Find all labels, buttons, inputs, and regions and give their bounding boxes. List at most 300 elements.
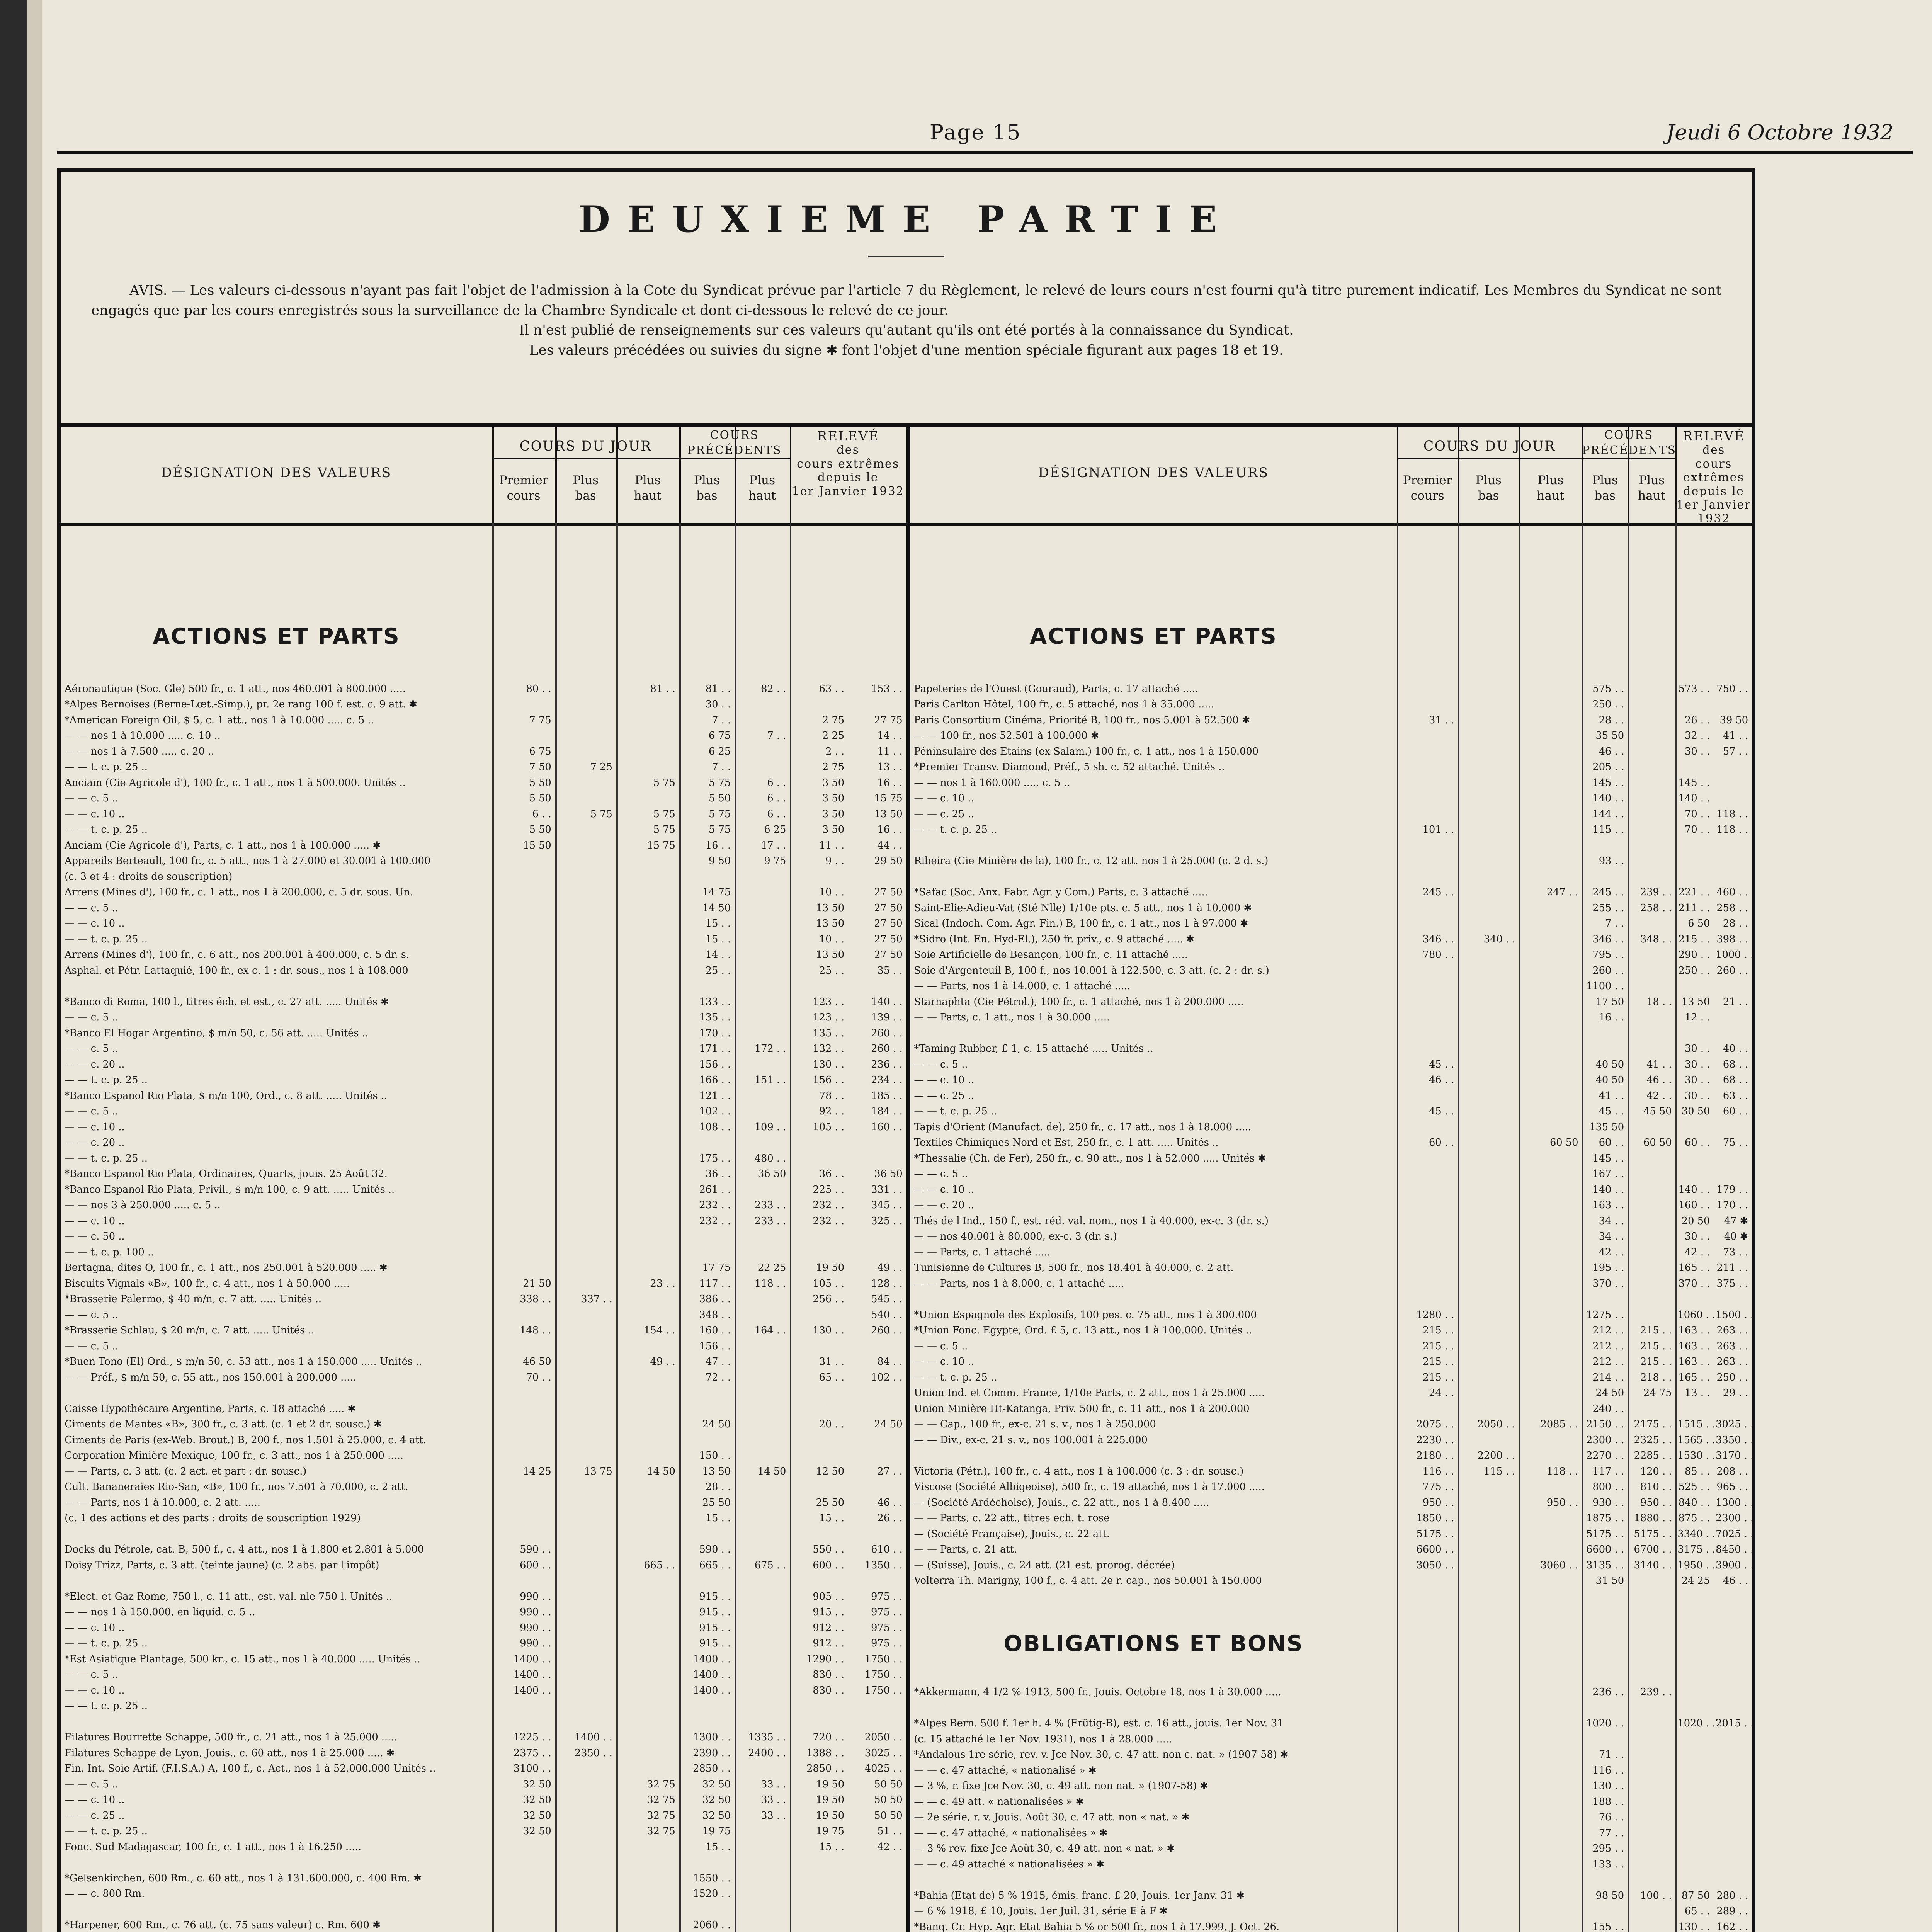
releve-plus-haut-value: 27 50 xyxy=(874,918,903,930)
prec-plus-bas-value: 795 . . xyxy=(1592,949,1624,961)
prec-plus-bas-value: 14 75 xyxy=(702,886,731,898)
releve-plus-haut-value: 975 . . xyxy=(871,1638,903,1650)
releve-header-line: des xyxy=(1702,443,1725,457)
table-row xyxy=(910,1010,1752,1026)
releve-plus-bas-value: 2 . . xyxy=(825,745,845,757)
table-row xyxy=(61,681,906,697)
prec-plus-bas-value: 13 50 xyxy=(702,1465,731,1477)
prec-plus-bas-value: 144 . . xyxy=(1592,808,1624,820)
prec-plus-bas-value: 45 . . xyxy=(1599,1105,1624,1117)
prec-plus-bas-value: 1300 . . xyxy=(693,1731,731,1743)
prec-plus-haut-value: 18 . . xyxy=(1646,996,1672,1008)
releve-plus-bas-value: 11 . . xyxy=(819,839,845,851)
security-name: — — t. c. p. 25 .. xyxy=(65,933,148,945)
security-name: Thés de l'Ind., 150 f., est. réd. val. nom., nos 1 à 40.000, ex-c. 3 (dr. s.) xyxy=(914,1215,1269,1227)
security-name: — — c. 49 att. « nationalisées » ✱ xyxy=(914,1796,1084,1808)
table-row xyxy=(61,744,906,760)
releve-plus-bas-value: 42 . . xyxy=(1685,1246,1710,1258)
table-row xyxy=(910,1401,1752,1417)
releve-plus-bas-value: 290 . . xyxy=(1678,949,1710,961)
security-name: — — c. 10 .. xyxy=(65,1121,125,1133)
releve-plus-haut-value: 3170 . . xyxy=(1716,1450,1754,1462)
security-name: — — 100 fr., nos 52.501 à 100.000 ✱ xyxy=(914,730,1099,742)
releve-plus-haut-value: 1500 . . xyxy=(1716,1309,1754,1321)
security-name: — — Parts, nos 1 à 10.000, c. 2 att. ..... xyxy=(65,1497,260,1509)
prec-plus-bas-value: 1020 . . xyxy=(1586,1718,1624,1730)
security-name: Bertagna, dites O, 100 fr., c. 1 att., nos 250.001 à 520.000 ..... ✱ xyxy=(65,1262,388,1274)
prec-plus-bas-value: 71 . . xyxy=(1599,1749,1624,1761)
prec-plus-bas-value: 188 . . xyxy=(1592,1796,1624,1808)
releve-plus-bas-value: 30 . . xyxy=(1685,745,1710,757)
premier-cours-value: 346 . . xyxy=(1422,933,1454,945)
premier-cours-value: 1225 . . xyxy=(513,1731,551,1743)
prec-plus-bas-value: 133 . . xyxy=(699,996,731,1008)
avis-paragraph-1: AVIS. — Les valeurs ci-dessous n'ayant pas fait l'objet de l'admission à la Cote du Syndicat prévue par l'article 7 du Règlement, le relevé de leurs cours n'est fourni qu'à titre purement indicatif. Les Membres du Syndicat ne sont engagés que par les cours enregistrés sous la surveillance de la Chambre Syndicale et dont ci-dessous le relevé de ce jour. xyxy=(91,282,1721,318)
plus-bas-value: 7 25 xyxy=(590,761,612,773)
page-header xyxy=(57,120,1893,151)
table-row xyxy=(61,1761,906,1777)
table-row xyxy=(910,1245,1752,1260)
prec-plus-bas-value: 31 50 xyxy=(1595,1575,1624,1587)
security-name: *Union Espagnole des Explosifs, 100 pes. c. 75 att., nos 1 à 300.000 xyxy=(914,1309,1257,1321)
security-name: Corporation Minière Mexique, 100 fr., c. 3 att., nos 1 à 250.000 ..... xyxy=(65,1450,403,1462)
plus-bas-value: 2050 . . xyxy=(1477,1418,1515,1430)
prec-plus-haut-value: 100 . . xyxy=(1640,1889,1672,1901)
prec-plus-bas-value: 214 . . xyxy=(1592,1371,1624,1383)
table-row xyxy=(61,932,906,947)
releve-plus-haut-value: 73 . . xyxy=(1723,1246,1748,1258)
prec-plus-bas-value: 17 75 xyxy=(702,1262,731,1274)
releve-plus-bas-value: 211 . . xyxy=(1678,902,1710,914)
prec-plus-bas-value: 98 50 xyxy=(1595,1889,1624,1901)
prec-plus-bas-value: 17 50 xyxy=(1595,996,1624,1008)
releve-plus-bas-value: 19 75 xyxy=(816,1825,845,1837)
prec-plus-bas-value: 1100 . . xyxy=(1586,980,1624,992)
table-row xyxy=(910,1276,1752,1292)
table-row xyxy=(910,822,1752,838)
prec-plus-bas-value: 1275 . . xyxy=(1586,1309,1624,1321)
releve-header-line: RELEVÉ xyxy=(817,428,879,444)
security-name: — — nos 40.001 à 80.000, ex-c. 3 (dr. s.) xyxy=(914,1231,1117,1243)
cours-precedents-header: COURS PRÉCÉDENTS xyxy=(1582,428,1677,457)
releve-plus-haut-value: 50 50 xyxy=(874,1794,903,1806)
prec-plus-bas-value: 2850 . . xyxy=(693,1763,731,1775)
releve-plus-bas-value: 2 75 xyxy=(822,761,845,773)
table-row xyxy=(61,1886,906,1902)
table-row xyxy=(61,1432,906,1448)
plus-haut-value: 118 . . xyxy=(1546,1465,1578,1477)
table-row xyxy=(61,1808,906,1824)
table-row xyxy=(910,1794,1752,1810)
security-name: Anciam (Cie Agricole d'), Parts, c. 1 att., nos 1 à 100.000 ..... ✱ xyxy=(65,839,381,851)
premier-cours-value: 245 . . xyxy=(1422,886,1454,898)
premier-cours-value: 5 50 xyxy=(529,777,551,789)
table-row xyxy=(910,681,1752,697)
security-name: — — c. 49 attaché « nationalisées » ✱ xyxy=(914,1858,1105,1870)
table-row xyxy=(910,1291,1752,1307)
table-row xyxy=(910,791,1752,806)
table-row xyxy=(61,1745,906,1761)
prec-plus-bas-value: 232 . . xyxy=(699,1215,731,1227)
plus-haut-value: 5 75 xyxy=(653,777,675,789)
table-row xyxy=(61,1510,906,1526)
prec-plus-bas-value: 6 75 xyxy=(708,730,731,742)
prec-plus-bas-value: 15 . . xyxy=(705,1841,731,1853)
security-name: Docks du Pétrole, cat. B, 500 f., c. 4 att., nos 1 à 1.800 et 2.801 à 5.000 xyxy=(65,1544,424,1556)
security-name: *Taming Rubber, £ 1, c. 15 attaché ..... Unités .. xyxy=(914,1043,1153,1055)
prec-plus-bas-value: 15 . . xyxy=(705,1512,731,1524)
prec-plus-bas-value: 915 . . xyxy=(699,1638,731,1650)
prec-plus-bas-value: 28 . . xyxy=(705,1481,731,1493)
table-row xyxy=(61,869,906,885)
prec-plus-bas-value: 76 . . xyxy=(1599,1811,1624,1823)
table-row xyxy=(910,838,1752,854)
releve-plus-haut-value: 57 . . xyxy=(1723,745,1748,757)
table-row xyxy=(61,1683,906,1699)
releve-plus-haut-value: 460 . . xyxy=(1716,886,1748,898)
releve-plus-haut-value: 375 . . xyxy=(1716,1277,1748,1289)
releve-plus-bas-value: 15 . . xyxy=(819,1512,845,1524)
table-row xyxy=(61,822,906,838)
security-name: — — nos 1 à 10.000 ..... c. 10 .. xyxy=(65,730,221,742)
prec-plus-bas-value: 42 . . xyxy=(1599,1246,1624,1258)
prec-plus-bas-value: 212 . . xyxy=(1592,1356,1624,1368)
plus-haut-value: 5 75 xyxy=(653,808,675,820)
table-row xyxy=(61,1291,906,1307)
prec-plus-haut-value: 46 . . xyxy=(1646,1074,1672,1086)
releve-plus-bas-value: 70 . . xyxy=(1685,824,1710,836)
releve-plus-bas-value: 2 25 xyxy=(822,730,845,742)
premier-cours-value: 990 . . xyxy=(520,1606,551,1618)
security-name: Doisy Trizz, Parts, c. 3 att. (teinte jaune) (c. 2 abs. par l'impôt) xyxy=(65,1559,379,1571)
releve-header-line: cours extrêmes xyxy=(1683,456,1745,484)
prec-plus-haut-value: 6 25 xyxy=(764,824,786,836)
prec-plus-bas-value: 30 . . xyxy=(705,699,731,711)
releve-plus-bas-value: 132 . . xyxy=(813,1043,845,1055)
left-table-panel xyxy=(61,423,910,1932)
prec-plus-haut-value: 6 . . xyxy=(767,808,786,820)
prec-plus-bas-value: 195 . . xyxy=(1592,1262,1624,1274)
table-row xyxy=(61,1558,906,1573)
releve-plus-haut-value: 27 . . xyxy=(877,1465,903,1477)
releve-plus-haut-value: 610 . . xyxy=(871,1544,903,1556)
security-name: *Alpes Bernoises (Berne-Lœt.-Simp.), pr. 2e rang 100 f. est. c. 9 att. ✱ xyxy=(65,699,417,711)
prec-plus-haut-value: 233 . . xyxy=(754,1199,786,1211)
title-rule xyxy=(868,256,945,257)
prec-plus-bas-value: 14 50 xyxy=(702,902,731,914)
prec-plus-bas-value: 167 . . xyxy=(1592,1168,1624,1180)
prec-plus-bas-value: 2390 . . xyxy=(693,1747,731,1759)
releve-plus-bas-value: 256 . . xyxy=(813,1293,845,1305)
security-name: — — c. 800 Rm. xyxy=(65,1888,145,1900)
prec-plus-haut-value: 36 50 xyxy=(757,1168,786,1180)
releve-plus-haut-value: 51 . . xyxy=(877,1825,903,1837)
table-row xyxy=(910,713,1752,728)
table-row xyxy=(61,1057,906,1073)
table-row xyxy=(910,1542,1752,1558)
security-name: Viscose (Société Albigeoise), 500 fr., c. 19 attaché, nos 1 à 17.000 ..... xyxy=(914,1481,1265,1493)
prec-plus-haut-value: 2285 . . xyxy=(1634,1450,1672,1462)
releve-plus-bas-value: 3 50 xyxy=(822,777,845,789)
releve-plus-haut-value: 128 . . xyxy=(871,1277,903,1289)
plus-haut-value: 81 . . xyxy=(650,683,675,695)
prec-plus-haut-value: 82 . . xyxy=(761,683,786,695)
releve-plus-bas-value: 20 50 xyxy=(1681,1215,1710,1227)
cours-precedents-header: COURS PRÉCÉDENTS xyxy=(687,428,782,457)
releve-plus-bas-value: 10 . . xyxy=(819,886,845,898)
security-name: Caisse Hypothécaire Argentine, Parts, c. 18 attaché ..... ✱ xyxy=(65,1403,356,1415)
table-row xyxy=(910,1151,1752,1167)
releve-plus-bas-value: 32 . . xyxy=(1685,730,1710,742)
prec-plus-haut-value: 239 . . xyxy=(1640,1686,1672,1698)
prec-plus-haut-value: 480 . . xyxy=(754,1152,786,1164)
releve-plus-bas-value: 19 50 xyxy=(816,1778,845,1790)
security-name: Anciam (Cie Agricole d'), 100 fr., c. 1 att., nos 1 à 500.000. Unités .. xyxy=(65,777,406,789)
security-name: — (Société Française), Jouis., c. 22 att. xyxy=(914,1528,1110,1540)
premier-cours-value: 215 . . xyxy=(1422,1356,1454,1368)
releve-plus-haut-value: 4025 . . xyxy=(864,1763,903,1775)
security-name: — — c. 5 .. xyxy=(65,1105,119,1117)
premier-cours-value: 7 75 xyxy=(529,714,551,726)
prec-plus-bas-header-line: bas xyxy=(1594,488,1616,503)
premier-cours-value: 1400 . . xyxy=(513,1684,551,1696)
releve-plus-bas-value: 65 . . xyxy=(1685,1905,1710,1917)
plus-haut-value: 154 . . xyxy=(644,1325,675,1337)
security-name: — — c. 5 .. xyxy=(65,793,119,804)
table-row xyxy=(61,1698,906,1714)
security-name: — — c. 5 .. xyxy=(914,1340,968,1352)
table-row xyxy=(61,900,906,916)
security-name: — — nos 3 à 250.000 ..... c. 5 .. xyxy=(65,1199,221,1211)
plus-haut-value: 23 . . xyxy=(650,1277,675,1289)
prec-plus-bas-value: 135 50 xyxy=(1589,1121,1624,1133)
security-name: *Harpener, 600 Rm., c. 76 att. (c. 75 sans valeur) c. Rm. 600 ✱ xyxy=(65,1919,381,1931)
releve-header-line: depuis le xyxy=(1683,484,1745,498)
releve-plus-haut-value: 15 75 xyxy=(874,793,903,804)
prec-plus-bas-value: 140 . . xyxy=(1592,793,1624,804)
prec-plus-bas-value: 240 . . xyxy=(1592,1403,1624,1415)
releve-plus-bas-value: 19 50 xyxy=(816,1810,845,1821)
premier-cours-value: 15 50 xyxy=(523,839,551,851)
prec-plus-haut-value: 6 . . xyxy=(767,777,786,789)
releve-header-line: 1er Janvier 1932 xyxy=(792,484,905,498)
prec-plus-bas-value: 117 . . xyxy=(1592,1465,1624,1477)
section-title: DEUXIEME PARTIE xyxy=(578,198,1234,241)
table-row xyxy=(910,1700,1752,1716)
prec-plus-bas-value: 2270 . . xyxy=(1586,1450,1624,1462)
releve-plus-haut-value: 16 . . xyxy=(877,824,903,836)
table-row xyxy=(910,1135,1752,1151)
table-row xyxy=(61,1385,906,1401)
header-rule xyxy=(57,151,1913,154)
prec-plus-bas-value: 160 . . xyxy=(699,1325,731,1337)
prec-plus-bas-value: 24 50 xyxy=(1595,1387,1624,1399)
table-row xyxy=(61,1542,906,1558)
premier-cours-value: 5 50 xyxy=(529,793,551,804)
security-name: *Premier Transv. Diamond, Préf., 5 sh. c. 52 attaché. Unités .. xyxy=(914,761,1225,773)
prec-plus-haut-value: 24 75 xyxy=(1643,1387,1672,1399)
releve-plus-bas-value: 3 50 xyxy=(822,793,845,804)
prec-plus-bas-value: 1520 . . xyxy=(693,1888,731,1900)
prec-plus-haut-value: 41 . . xyxy=(1646,1058,1672,1070)
releve-plus-bas-value: 840 . . xyxy=(1678,1497,1710,1509)
prec-plus-bas-value: 15 . . xyxy=(705,918,731,930)
prec-plus-bas-value: 236 . . xyxy=(1592,1686,1624,1698)
plus-haut-value: 15 75 xyxy=(647,839,675,851)
premier-cours-value: 2075 . . xyxy=(1416,1418,1454,1430)
releve-plus-haut-value: 184 . . xyxy=(871,1105,903,1117)
releve-plus-bas-value: 87 50 xyxy=(1681,1889,1710,1901)
security-name: *Andalous 1re série, rev. v. Jce Nov. 30, c. 47 att. non c. nat. » (1907-58) ✱ xyxy=(914,1749,1289,1761)
releve-plus-haut-value: 102 . . xyxy=(871,1371,903,1383)
prec-plus-haut-value: 22 25 xyxy=(757,1262,786,1274)
premier-cours-value: 990 . . xyxy=(520,1638,551,1650)
table-row xyxy=(910,1260,1752,1276)
releve-plus-bas-value: 105 . . xyxy=(813,1277,845,1289)
prec-plus-bas-value: 32 50 xyxy=(702,1778,731,1790)
releve-plus-bas-value: 163 . . xyxy=(1678,1325,1710,1337)
table-row xyxy=(61,1151,906,1167)
releve-plus-haut-value: 35 . . xyxy=(877,964,903,976)
releve-header-line: des xyxy=(837,443,860,457)
releve-plus-bas-value: 912 . . xyxy=(813,1638,845,1650)
releve-plus-bas-value: 2850 . . xyxy=(806,1763,845,1775)
prec-plus-bas-value: 171 . . xyxy=(699,1043,731,1055)
releve-plus-haut-value: 29 50 xyxy=(874,855,903,867)
security-name: — — t. c. p. 25 .. xyxy=(65,1074,148,1086)
security-name: — — c. 47 attaché, « nationalisé » ✱ xyxy=(914,1764,1097,1776)
releve-plus-bas-value: 135 . . xyxy=(813,1027,845,1039)
security-name: *Est Asiatique Plantage, 500 kr., c. 15 att., nos 1 à 40.000 ..... Unités .. xyxy=(65,1653,420,1665)
table-row xyxy=(61,1714,906,1730)
prec-plus-bas-value: 665 . . xyxy=(699,1559,731,1571)
premier-cours-header-line: Premier xyxy=(499,473,548,488)
table-row xyxy=(910,1182,1752,1198)
prec-plus-bas-value: 370 . . xyxy=(1592,1277,1624,1289)
table-row xyxy=(61,1072,906,1088)
prec-plus-bas-value: 35 50 xyxy=(1595,730,1624,742)
security-name: — — c. 47 attaché, « nationalisées » ✱ xyxy=(914,1827,1108,1839)
table-row xyxy=(61,1245,906,1260)
table-row xyxy=(61,1823,906,1839)
security-name: — — c. 10 .. xyxy=(65,1215,125,1227)
prec-plus-haut-value: 2400 . . xyxy=(748,1747,786,1759)
security-name: — — c. 25 .. xyxy=(65,1810,125,1821)
security-name: — — c. 10 .. xyxy=(65,1622,125,1634)
releve-plus-haut-value: 13 50 xyxy=(874,808,903,820)
avis-paragraph-2: Il n'est publié de renseignements sur ces valeurs qu'autant qu'ils ont été portés à la connaissance du Syndicat. xyxy=(519,322,1294,338)
security-name: — — Parts, nos 1 à 8.000, c. 1 attaché ..... xyxy=(914,1277,1124,1289)
prec-plus-bas-value: 133 . . xyxy=(1592,1858,1624,1870)
table-row xyxy=(910,1072,1752,1088)
releve-plus-bas-value: 600 . . xyxy=(813,1559,845,1571)
prec-plus-haut-value: 9 75 xyxy=(764,855,786,867)
releve-plus-haut-value: 50 50 xyxy=(874,1778,903,1790)
releve-plus-bas-value: 15 . . xyxy=(819,1841,845,1853)
security-name: — 3 %, r. fixe Jce Nov. 30, c. 49 att. non nat. » (1907-58) ✱ xyxy=(914,1780,1209,1792)
releve-plus-haut-value: 208 . . xyxy=(1716,1465,1748,1477)
plus-haut-header-line: Plus xyxy=(634,473,661,488)
releve-plus-bas-value: 1060 . . xyxy=(1677,1309,1716,1321)
table-row xyxy=(61,1213,906,1229)
security-name: — — c. 5 .. xyxy=(65,1043,119,1055)
releve-plus-bas-value: 30 50 xyxy=(1681,1105,1710,1117)
prec-plus-bas-value: 348 . . xyxy=(699,1309,731,1321)
table-row xyxy=(910,775,1752,791)
prec-plus-haut-value: 172 . . xyxy=(754,1043,786,1055)
security-name: — — nos 1 à 150.000, en liquid. c. 5 .. xyxy=(65,1606,255,1618)
security-name: — — Parts, c. 1 att., nos 1 à 30.000 ..... xyxy=(914,1012,1110,1024)
security-name: Soie Artificielle de Besançon, 100 fr., c. 11 attaché ..... xyxy=(914,949,1188,961)
right-table-panel xyxy=(910,423,1752,1932)
table-row xyxy=(61,1182,906,1198)
releve-plus-bas-value: 30 . . xyxy=(1685,1058,1710,1070)
table-row xyxy=(910,1763,1752,1779)
prec-plus-bas-value: 72 . . xyxy=(705,1371,731,1383)
prec-plus-bas-value: 108 . . xyxy=(699,1121,731,1133)
releve-plus-bas-value: 1950 . . xyxy=(1677,1559,1716,1571)
premier-cours-value: 950 . . xyxy=(1422,1497,1454,1509)
security-name: Fin. Int. Soie Artif. (F.I.S.A.) A, 100 f., c. Act., nos 1 à 52.000.000 Unités .. xyxy=(65,1763,436,1775)
prec-plus-bas-value: 5175 . . xyxy=(1586,1528,1624,1540)
releve-plus-haut-value: 289 . . xyxy=(1716,1905,1748,1917)
table-row xyxy=(61,1260,906,1276)
security-name: Union Minière Ht-Katanga, Priv. 500 fr., c. 11 att., nos 1 à 200.000 xyxy=(914,1403,1250,1415)
releve-plus-haut-value: 162 . . xyxy=(1716,1921,1748,1932)
prec-plus-haut-value: 3140 . . xyxy=(1634,1559,1672,1571)
security-name: — — t. c. p. 100 .. xyxy=(65,1246,154,1258)
security-name: *Sidro (Int. En. Hyd-El.), 250 fr. priv., c. 9 attaché ..... ✱ xyxy=(914,933,1195,945)
security-name: *Buen Tono (El) Ord., $ m/n 50, c. 53 att., nos 1 à 150.000 ..... Unités .. xyxy=(65,1356,422,1368)
releve-plus-haut-value: 118 . . xyxy=(1716,824,1748,836)
prec-plus-bas-value: 32 50 xyxy=(702,1794,731,1806)
security-name: — — c. 10 .. xyxy=(914,793,974,804)
prec-plus-bas-value: 163 . . xyxy=(1592,1199,1624,1211)
table-row xyxy=(910,884,1752,900)
security-name: — — Parts, c. 1 attaché ..... xyxy=(914,1246,1051,1258)
prec-plus-bas-value: 25 50 xyxy=(702,1497,731,1509)
premier-cours-value: 21 50 xyxy=(523,1277,551,1289)
premier-cours-value: 32 50 xyxy=(523,1794,551,1806)
releve-plus-haut-value: 2300 . . xyxy=(1716,1512,1754,1524)
binding-spine xyxy=(0,0,27,1932)
security-name: Tunisienne de Cultures B, 500 fr., nos 18.401 à 40.000, c. 2 att. xyxy=(914,1262,1234,1274)
prec-plus-bas-value: 40 50 xyxy=(1595,1058,1624,1070)
issue-date: Jeudi 6 Octobre 1932 xyxy=(1666,120,1894,145)
plus-haut-header-line: Plus xyxy=(1537,473,1564,488)
premier-cours-value: 32 50 xyxy=(523,1825,551,1837)
prec-plus-haut-value: 348 . . xyxy=(1640,933,1672,945)
releve-plus-haut-value: 40 . . xyxy=(1723,1043,1748,1055)
security-name: *Banco Espanol Rio Plata, Privil., $ m/n 100, c. 9 att. ..... Unités .. xyxy=(65,1184,395,1196)
releve-plus-haut-value: 11 . . xyxy=(877,745,903,757)
security-name: Textiles Chimiques Nord et Est, 250 fr., c. 1 att. ..... Unités .. xyxy=(914,1137,1219,1149)
table-row xyxy=(910,1057,1752,1073)
releve-plus-haut-value: 280 . . xyxy=(1716,1889,1748,1901)
premier-cours-value: 3050 . . xyxy=(1416,1559,1454,1571)
security-name: *Banco di Roma, 100 l., titres éch. et est., c. 27 att. ..... Unités ✱ xyxy=(65,996,389,1008)
security-name: — — Parts, c. 3 att. (c. 2 act. et part : dr. sousc.) xyxy=(65,1465,307,1477)
prec-plus-bas-value: 915 . . xyxy=(699,1622,731,1634)
security-name: Tapis d'Orient (Manufact. de), 250 fr., c. 17 att., nos 1 à 18.000 ..... xyxy=(914,1121,1252,1133)
security-name: — — c. 5 .. xyxy=(914,1058,968,1070)
prec-plus-bas-value: 150 . . xyxy=(699,1450,731,1462)
table-row xyxy=(910,869,1752,885)
prec-plus-bas-value: 145 . . xyxy=(1592,777,1624,789)
prec-plus-bas-value: 16 . . xyxy=(1599,1012,1624,1024)
prec-plus-haut-value: 215 . . xyxy=(1640,1325,1672,1337)
releve-plus-haut-value: 263 . . xyxy=(1716,1340,1748,1352)
